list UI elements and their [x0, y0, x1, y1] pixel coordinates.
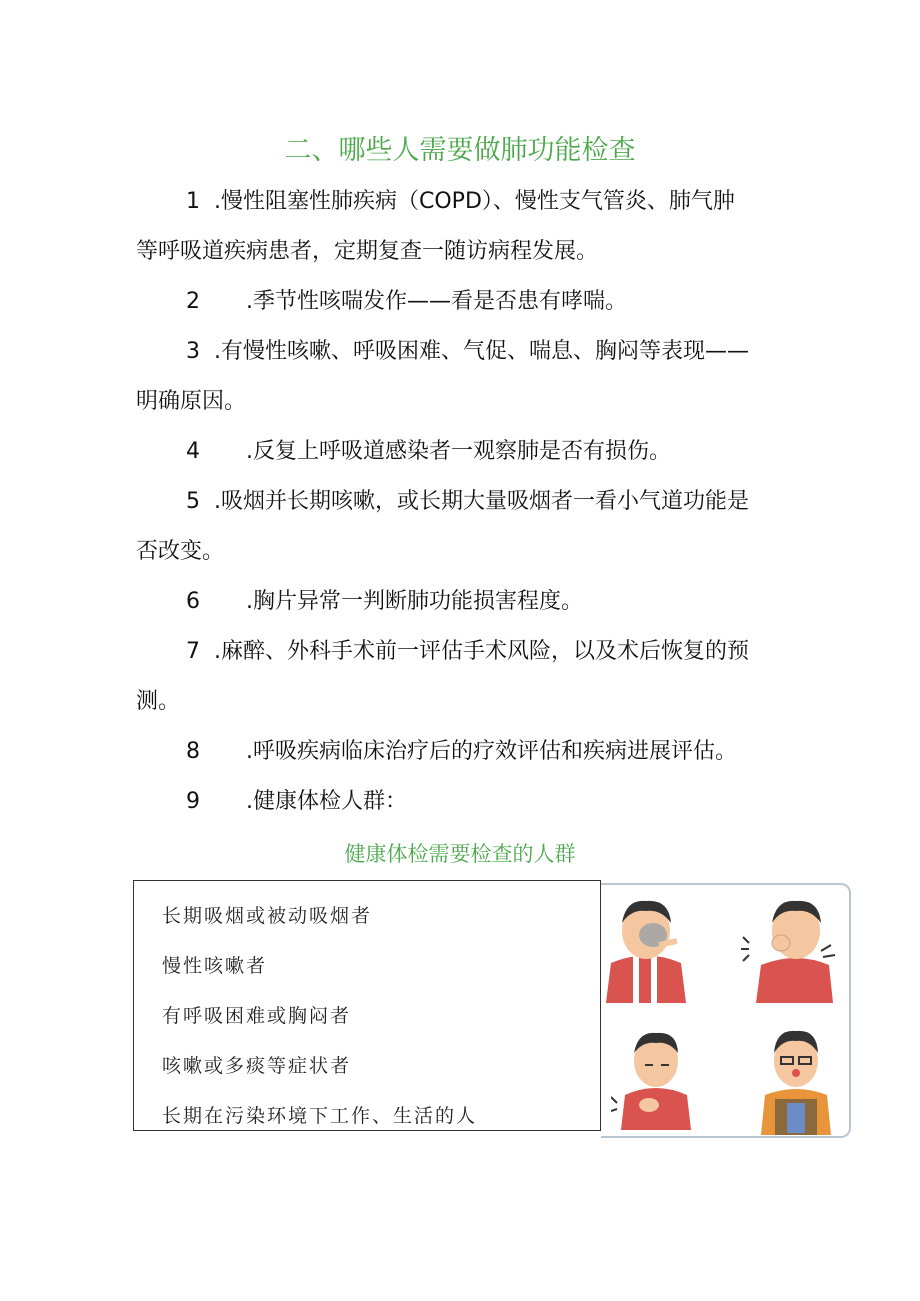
infographic-list-item: 慢性咳嗽者	[162, 955, 268, 977]
item-number: 5	[186, 489, 200, 514]
item-text: .吸烟并长期咳嗽，或长期大量吸烟者一看小气道功能是	[214, 489, 749, 514]
item-text: .健康体检人群：	[246, 789, 407, 814]
infographic-list-item: 有呼吸困难或胸闷者	[162, 1005, 352, 1027]
infographic-list-item: 长期吸烟或被动吸烟者	[162, 905, 373, 927]
item-number: 3	[186, 339, 200, 364]
list-item	[136, 627, 786, 727]
item-number: 6	[186, 589, 200, 614]
item-text-cont: 明确原因。	[136, 389, 247, 414]
item-number: 8	[186, 739, 200, 764]
list-item	[136, 727, 786, 777]
item-number: 9	[186, 789, 200, 814]
item-number: 2	[186, 289, 200, 314]
item-number: 1	[186, 189, 200, 214]
item-text: .麻醉、外科手术前一评估手术风险，以及术后恢复的预	[214, 639, 749, 664]
item-text: .呼吸疾病临床治疗后的疗效评估和疾病进展评估。	[246, 739, 737, 764]
page-title: 二、哪些人需要做肺功能检查	[284, 135, 636, 166]
item-number: 7	[186, 639, 200, 664]
list-item	[136, 577, 786, 627]
infographic-list-item: 长期在污染环境下工作、生活的人	[162, 1105, 478, 1127]
list-item	[136, 427, 786, 477]
list-item	[136, 277, 786, 327]
item-number: 4	[186, 439, 200, 464]
item-text: .有慢性咳嗽、呼吸困难、气促、喘息、胸闷等表现——	[214, 339, 749, 364]
coughing-person-icon	[741, 893, 841, 1003]
list-item	[136, 327, 786, 427]
list-item	[136, 477, 786, 577]
smoking-person-icon	[601, 893, 691, 1003]
item-text-cont: 测。	[136, 689, 181, 714]
item-text: .慢性阻塞性肺疾病（COPD）、慢性支气管炎、肺气肿	[214, 189, 735, 214]
item-text-cont: 否改变。	[136, 539, 225, 564]
item-text: .反复上呼吸道感染者一观察肺是否有损伤。	[246, 439, 671, 464]
standing-person-icon	[751, 1025, 841, 1135]
list-item	[136, 177, 786, 277]
chest-pain-person-icon	[611, 1025, 701, 1130]
item-text: .胸片异常一判断肺功能损害程度。	[246, 589, 583, 614]
infographic-list-item: 咳嗽或多痰等症状者	[162, 1055, 352, 1077]
list-item	[136, 777, 786, 827]
infographic-list-box	[133, 880, 601, 1131]
illustration-panel	[601, 883, 851, 1138]
infographic-title: 健康体检需要检查的人群	[344, 842, 576, 866]
item-text-cont: 等呼吸道疾病患者，定期复查一随访病程发展。	[136, 239, 599, 264]
item-text: .季节性咳喘发作——看是否患有哮喘。	[246, 289, 627, 314]
